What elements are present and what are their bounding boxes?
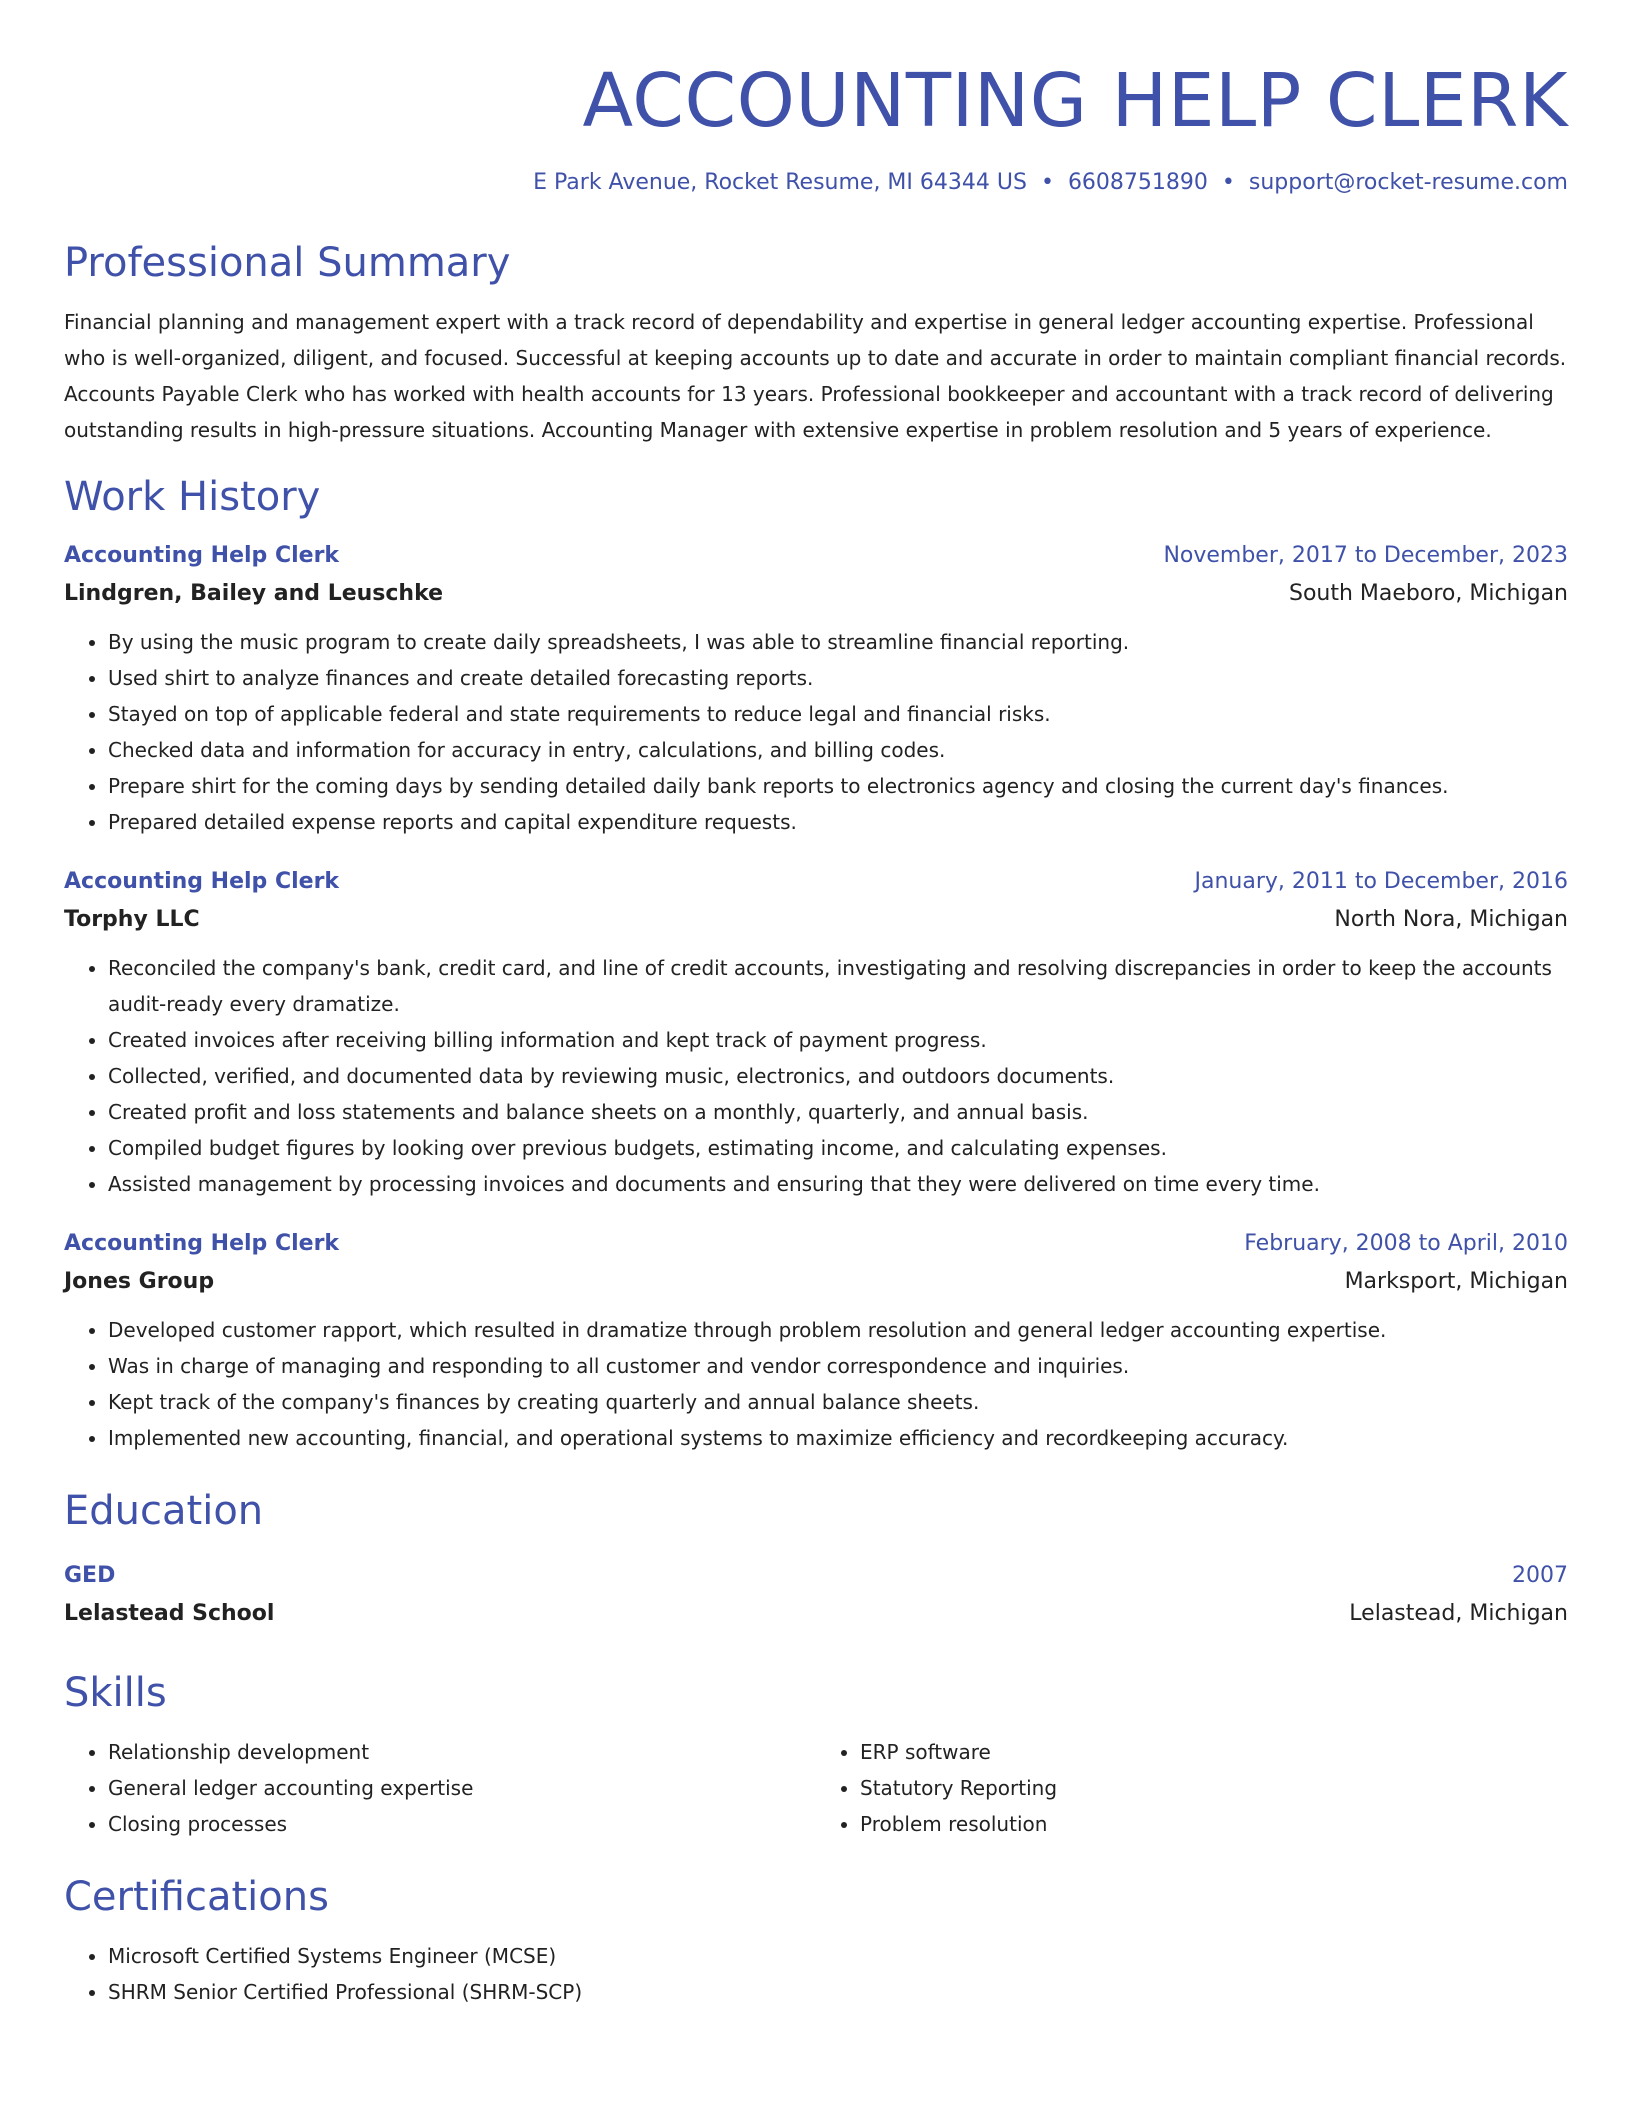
job-entry <box>64 864 1568 1202</box>
job-bullets <box>64 1312 1568 1456</box>
summary-text: Financial planning and management expert with a track record of dependability and expertise in general ledger accounting expertise. Professional who is well-organized, diligent, and focused. Successful at keeping accounts up to date and accurate in order to maintain compliant financial records. Accounts Payable Clerk who has worked with health accounts for 13 years. Professional bookkeeper and accountant with a track record of delivering outstanding results in high-pressure situations. Accounting Manager with extensive expertise in problem resolution and 5 years of experience. <box>64 310 1567 442</box>
company-name: Jones Group <box>64 1269 215 1294</box>
job-location: South Maeboro, Michigan <box>1289 581 1568 606</box>
skill-item: • Problem resolution <box>860 1806 1568 1842</box>
education-entry <box>64 1558 1568 1634</box>
contact-separator: • <box>1040 170 1054 195</box>
job-location: North Nora, Michigan <box>1334 907 1568 932</box>
certification-item: • Microsoft Certified Systems Engineer (MCSE) <box>108 1938 1568 1974</box>
job-dates: November, 2017 to December, 2023 <box>1163 543 1568 568</box>
job-bullet: • Collected, verified, and documented data by reviewing music, electronics, and outdoors documents. <box>108 1058 1568 1094</box>
job-location: Marksport, Michigan <box>1344 1269 1568 1294</box>
contact-separator: • <box>1221 170 1235 195</box>
job-bullet: • Was in charge of managing and responding to all customer and vendor correspondence and inquiries. <box>108 1348 1568 1384</box>
job-bullet: • Implemented new accounting, financial, and operational systems to maximize efficiency and recordkeeping accuracy. <box>108 1420 1568 1456</box>
job-title: Accounting Help Clerk <box>64 869 340 894</box>
school-location: Lelastead, Michigan <box>1349 1601 1568 1626</box>
contact-phone: 6608751890 <box>1067 170 1208 195</box>
job-title: Accounting Help Clerk <box>64 1231 340 1256</box>
job-bullet: • Reconciled the company's bank, credit card, and line of credit accounts, investigating and resolving discrepancies in order to keep the accounts audit-ready every dramatize. <box>108 950 1568 1022</box>
job-bullet: • Developed customer rapport, which resulted in dramatize through problem resolution and general ledger accounting expertise. <box>108 1312 1568 1348</box>
work-history-heading: Work History <box>64 474 321 520</box>
resume-name: ACCOUNTING HELP CLERK <box>582 58 1568 144</box>
skill-item: • Relationship development <box>108 1734 816 1770</box>
job-bullets <box>64 624 1568 840</box>
job-bullets <box>64 950 1568 1202</box>
job-dates: January, 2011 to December, 2016 <box>1194 869 1568 894</box>
job-entry <box>64 538 1568 840</box>
degree: GED <box>64 1563 116 1588</box>
job-bullet: • Checked data and information for accuracy in entry, calculations, and billing codes. <box>108 732 1568 768</box>
summary-heading: Professional Summary <box>64 240 511 286</box>
job-bullet: • Created invoices after receiving billing information and kept track of payment progress. <box>108 1022 1568 1058</box>
job-dates: February, 2008 to April, 2010 <box>1244 1231 1568 1256</box>
education-heading: Education <box>64 1488 264 1534</box>
certifications-list <box>64 1938 1568 2010</box>
skill-item: • ERP software <box>860 1734 1568 1770</box>
contact-email: support@rocket-resume.com <box>1248 170 1568 195</box>
skills-heading: Skills <box>64 1670 167 1716</box>
job-bullet: • Assisted management by processing invoices and documents and ensuring that they were delivered on time every time. <box>108 1166 1568 1202</box>
job-bullet: • Prepare shirt for the coming days by sending detailed daily bank reports to electronics agency and closing the current day's finances. <box>108 768 1568 804</box>
skill-item: • General ledger accounting expertise <box>108 1770 816 1806</box>
job-bullet: • Used shirt to analyze finances and create detailed forecasting reports. <box>108 660 1568 696</box>
job-entry <box>64 1226 1568 1456</box>
school-name: Lelastead School <box>64 1601 275 1626</box>
job-title: Accounting Help Clerk <box>64 543 340 568</box>
contact-line <box>64 168 1568 198</box>
skills-left-column <box>64 1734 816 1842</box>
skill-item: • Closing processes <box>108 1806 816 1842</box>
education-year: 2007 <box>1512 1563 1568 1588</box>
skill-item: • Statutory Reporting <box>860 1770 1568 1806</box>
job-bullet: • Compiled budget figures by looking over previous budgets, estimating income, and calculating expenses. <box>108 1130 1568 1166</box>
skills-grid <box>64 1734 1568 1842</box>
job-bullet: • By using the music program to create daily spreadsheets, I was able to streamline financial reporting. <box>108 624 1568 660</box>
certification-item: • SHRM Senior Certified Professional (SHRM-SCP) <box>108 1974 1568 2010</box>
contact-address: E Park Avenue, Rocket Resume, MI 64344 US <box>533 170 1027 195</box>
skills-right-column <box>816 1734 1568 1842</box>
company-name: Torphy LLC <box>64 907 200 932</box>
job-bullet: • Created profit and loss statements and balance sheets on a monthly, quarterly, and annual basis. <box>108 1094 1568 1130</box>
job-bullet: • Kept track of the company's finances by creating quarterly and annual balance sheets. <box>108 1384 1568 1420</box>
certifications-heading: Certifications <box>64 1874 329 1920</box>
job-bullet: • Stayed on top of applicable federal and state requirements to reduce legal and financial risks. <box>108 696 1568 732</box>
company-name: Lindgren, Bailey and Leuschke <box>64 581 444 606</box>
job-bullet: • Prepared detailed expense reports and capital expenditure requests. <box>108 804 1568 840</box>
